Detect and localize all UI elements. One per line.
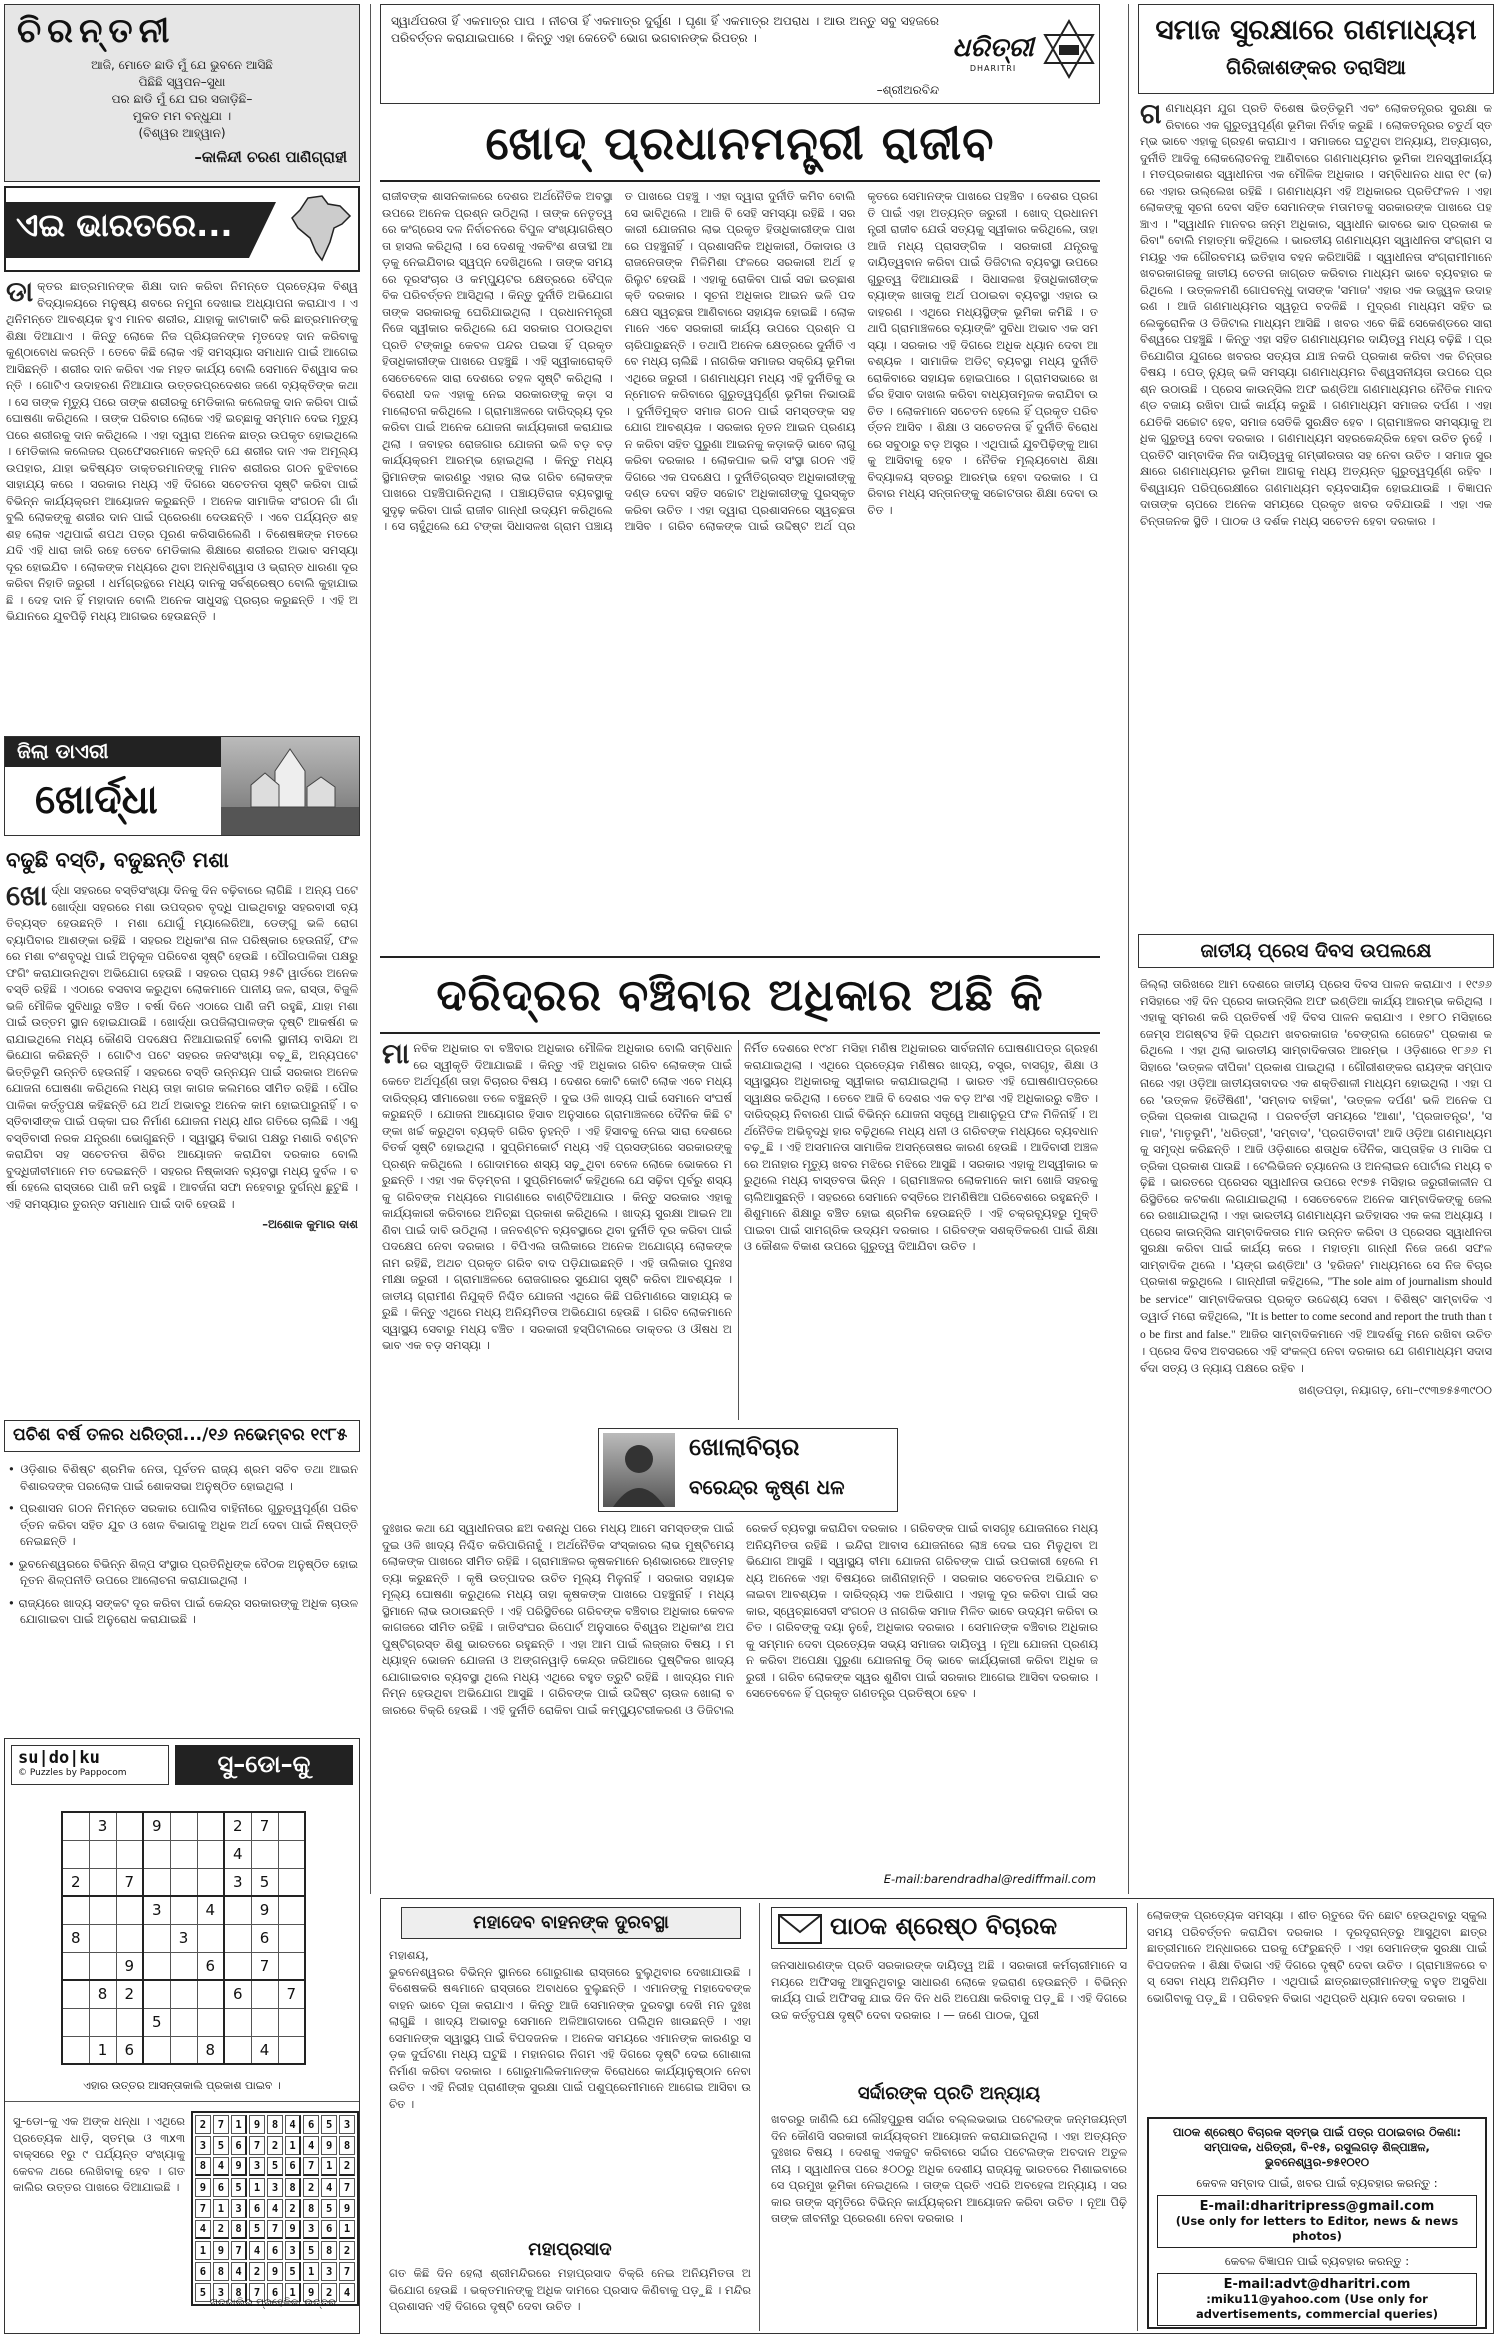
- solution-cell: 2: [249, 2262, 265, 2281]
- solution-cell: 5: [249, 2220, 265, 2239]
- solution-cell: 2: [321, 2283, 337, 2302]
- solution-cell: 2: [285, 2199, 301, 2218]
- solution-cell: 3: [339, 2115, 355, 2134]
- temple-photo: [221, 737, 359, 835]
- mahaprasad-body: ଗତ କିଛି ଦିନ ହେଲା ଶ୍ରୀମନ୍ଦିରରେ ମହାପ୍ରସାଦ ବିକ୍ରି ନେଇ ଅନିୟମିତତା ଅଭିଯୋଗ ହେଉଛି । ଭକ୍ତମାନଙ୍କୁ ଅଧିକ ଦାମରେ ପ୍ରସାଦ କିଣିବାକୁ ପଡ଼ୁଛି । ମନ୍ଦିର ପ୍ରଶାସନ ଏହି ଦିଗରେ ଦୃଷ୍ଟି ଦେବା ଉଚିତ ।: [389, 2266, 751, 2313]
- solution-cell: 5: [321, 2199, 337, 2218]
- contact-address: ପାଠକ ଶ୍ରେଷ୍ଠ ବିଚାରକ ସ୍ତମ୍ଭ ପାଇଁ ପତ୍ର ପଠାଇବାର ଠିକଣା: ସମ୍ପାଦକ, ଧରିତ୍ରୀ, ବି-୧୫, ରସୁଲଗଡ଼ ଶିଳ୍ପାଞ୍ଚଳ, ଭୁବନେଶ୍ୱର-୭୫୧୦୧୦: [1172, 2125, 1462, 2169]
- sudoku-cell: [278, 1952, 305, 1980]
- kholabichara-label: ଖୋଲାବିଚାର: [689, 1433, 800, 1461]
- sudoku-cell: [224, 1952, 251, 1980]
- contact-ads-label: କେବଳ ବିଜ୍ଞାପନ ପାଇଁ ବ୍ୟବହାର କରନ୍ତୁ :: [1224, 2254, 1410, 2268]
- sudoku-cell: [116, 1812, 143, 1840]
- sudoku-cell: 4: [251, 2036, 278, 2064]
- sudoku-cell: [278, 2036, 305, 2064]
- poem-line: ପର ଛାଡି ମୁଁ ଯେ ଘର ସଜାଡ଼ିଛି–: [111, 92, 253, 106]
- kholabichara-box: [598, 1428, 898, 1512]
- temple-icon: [221, 737, 359, 835]
- sudoku-cell: 4: [224, 1840, 251, 1868]
- poem-author: –କାଳିନ୍ଦୀ ଚରଣ ପାଣିଗ୍ରାହୀ: [194, 148, 347, 166]
- sudoku-cell: 3: [224, 1868, 251, 1896]
- sudoku-cell: [143, 1924, 170, 1952]
- sudoku-cell: [170, 1868, 197, 1896]
- jatiya-body: ଜିଲ୍ଲା ତାରିଖରେ ଆମ ଦେଶରେ ଜାତୀୟ ପ୍ରେସ ଦିବସ ପାଳନ କରାଯାଏ । ୧୯୬୬ ମସିହାରେ ଏହି ଦିନ ପ୍ରେସ କାଉନ୍ସିଲ ଅଫ ଇଣ୍ଡିଆ କାର୍ଯ୍ୟ ଆରମ୍ଭ କରିଥିଲା । ଏହାକୁ ସ୍ମରଣ କରି ପ୍ରତିବର୍ଷ ଏହି ଦିବସ ପାଳନ କରାଯାଏ । ୧୭୮୦ ମସିହାରେ ଜେମ୍ସ ଅଗଷ୍ଟସ ହିକି ପ୍ରଥମ ଖବରକାଗଜ 'ବେଙ୍ଗଲ ଗେଜେଟ' ପ୍ରକାଶ କରିଥିଲେ । ଏହା ଥିଲା ଭାରତୀୟ ସାମ୍ବାଦିକତାର ଆରମ୍ଭ । ଓଡ଼ିଶାରେ ୧୮୬୬ ମସିହାରେ 'ଉତ୍କଳ ଦୀପିକା' ପ୍ରକାଶ ପାଇଥିଲା । ଗୌରୀଶଙ୍କର ରାୟଙ୍କ ସମ୍ପାଦନାରେ ଏହା ଓଡ଼ିଆ ଜାତୀୟତାବାଦର ଏକ ଶକ୍ତିଶାଳୀ ମାଧ୍ୟମ ହୋଇଥିଲା । ଏହା ପରେ 'ଉତ୍କଳ ହିତୈଷିଣୀ', 'ସମ୍ବାଦ ବାହିକା', 'ଉତ୍କଳ ଦର୍ପଣ' ଭଳି ଅନେକ ପତ୍ରିକା ପ୍ରକାଶ ପାଇଥିଲା । ପରବର୍ତ୍ତୀ ସମୟରେ 'ଆଶା', 'ପ୍ରଜାତନ୍ତ୍ର', 'ସମାଜ', 'ମାତୃଭୂମି', 'ଧରିତ୍ରୀ', 'ସମ୍ବାଦ', 'ପ୍ରଗତିବାଦୀ' ଆଦି ଓଡ଼ିଆ ଗଣମାଧ୍ୟମକୁ ସମୃଦ୍ଧ କରିଛନ୍ତି । ଆଜି ଓଡ଼ିଶାରେ ଶତାଧିକ ଦୈନିକ, ସାପ୍ତାହିକ ଓ ମାସିକ ପତ୍ରିକା ପ୍ରକାଶ ପାଉଛି । ଟେଲିଭିଜନ ଚ୍ୟାନେଲ ଓ ଅନଲାଇନ ପୋର୍ଟାଲ ମଧ୍ୟ ବଢ଼ିଛି । ଭାରତରେ ପ୍ରେସର ସ୍ୱାଧୀନତା ଉପରେ ୧୯୭୫ ମସିହାର ଜରୁରୀକାଳୀନ ପରିସ୍ଥିତିରେ କଟକଣା ଲଗାଯାଇଥିଲା । ସେତେବେଳେ ଅନେକ ସାମ୍ବାଦିକଙ୍କୁ ଜେଲରେ ରଖାଯାଇଥିଲା । ଏହା ଭାରତୀୟ ଗଣମାଧ୍ୟମ ଇତିହାସର ଏକ କଳା ଅଧ୍ୟାୟ । ପ୍ରେସ କାଉନ୍ସିଲ ସାମ୍ବାଦିକତାର ମାନ ଉନ୍ନତ କରିବା ଓ ପ୍ରେସର ସ୍ୱାଧୀନତା ସୁରକ୍ଷା କରିବା ପାଇଁ କାର୍ଯ୍ୟ କରେ । ମହାତ୍ମା ଗାନ୍ଧୀ ନିଜେ ଜଣେ ସଫଳ ସାମ୍ବାଦିକ ଥିଲେ । 'ୟଙ୍ଗ ଇଣ୍ଡିଆ' ଓ 'ହରିଜନ' ମାଧ୍ୟମରେ ସେ ନିଜ ବିଚାର ପ୍ରକାଶ କରୁଥିଲେ । ଗାନ୍ଧୀଜୀ କହିଥିଲେ, "The sole aim of journalism should be service" ସାମ୍ବାଦିକତାର ପ୍ରକୃତ ଉଦ୍ଦେଶ୍ୟ ସେବା । ବିଶିଷ୍ଟ ସାମ୍ବାଦିକ ଏଡ୍ୱାର୍ଡ ମରୋ କହିଥିଲେ, "It is better to come second and report the truth than to be first and false." ଆଜିର ସାମ୍ବାଦିକମାନେ ଏହି ଆଦର୍ଶକୁ ମନେ ରଖିବା ଉଚିତ । ପ୍ରେସ ଦିବସ ଅବସରରେ ଏହି ସଂକଳ୍ପ ନେବା ଦରକାର ଯେ ଗଣମାଧ୍ୟମ ସଦାସର୍ବଦା ସତ୍ୟ ଓ ନ୍ୟାୟ ପକ୍ଷରେ ରହିବ । ଖଣ୍ଡପଡ଼ା, ନୟାଗଡ଼, ମୋ–୯୯୩୭୫୫୩୯୦୦: [1140, 977, 1492, 1397]
- sudoku-cell: [143, 2036, 170, 2064]
- contact-emails-label: କେବଳ ସମ୍ବାଦ ପାଇଁ, ଖବର ପାଇଁ ବ୍ୟବହାର କରନ୍ତୁ :: [1196, 2176, 1438, 2190]
- solution-cell: 1: [303, 2262, 319, 2281]
- sudoku-cell: [224, 2008, 251, 2036]
- solution-cell: 4: [339, 2283, 355, 2302]
- solution-cell: 8: [195, 2157, 211, 2176]
- sudoku-cell: 7: [251, 1952, 278, 1980]
- sudoku-cell: [116, 2008, 143, 2036]
- sudoku-cell: [170, 1980, 197, 2008]
- sudoku-cell: 7: [116, 1868, 143, 1896]
- masthead-logo: [949, 13, 1037, 97]
- solution-cell: 4: [267, 2199, 283, 2218]
- solution-cell: 9: [267, 2262, 283, 2281]
- mahadeva-title: ମହାଦେବ ବାହନଙ୍କ ଦୁରବସ୍ଥା: [473, 1912, 669, 1933]
- ei-bharatare-body: ଡାକ୍ତର ଛାତ୍ରମାନଙ୍କ ଶିକ୍ଷା ଦାନ କରିବା ନିମନ୍ତେ ପ୍ରତ୍ୟେକ ବିଶ୍ୱବିଦ୍ୟାଳୟରେ ମନୁଷ୍ୟ ଶବରେ ନମୁନା ଦେଖାଇ ଅଧ୍ୟାପନା କରାଯାଏ । ଏଥିନିମନ୍ତେ ଆବଶ୍ୟକ ହୁଏ ମାନବ ଶରୀର, ଯାହାକୁ କାଟାକାଟି କରି ଛାତ୍ରମାନଙ୍କୁ ଶିକ୍ଷା ଦିଆଯାଏ । କିନ୍ତୁ ଲୋକେ ନିଜ ପ୍ରିୟଜନଙ୍କ ମୃତଦେହ ଦାନ କରିବାକୁ କୁଣ୍ଠାବୋଧ କରନ୍ତି । ତେବେ କିଛି ଲୋକ ଏହି ସମସ୍ୟାର ସମାଧାନ ପାଇଁ ଆଗେଇ ଆସିଛନ୍ତି । ଶରୀର ଦାନ କରିବା ଏକ ମହତ କାର୍ଯ୍ୟ ବୋଲି ସେମାନେ ବିଶ୍ୱାସ କରନ୍ତି । ଗୋଟିଏ ଉଦାହରଣ ନିଆଯାଉ ଉତ୍ତରପ୍ରଦେଶର ଜଣେ ବ୍ୟକ୍ତିଙ୍କ କଥା । ସେ ତାଙ୍କ ମୃତ୍ୟୁ ପରେ ତାଙ୍କ ଶରୀରକୁ ମେଡିକାଲ କଲେଜକୁ ଦାନ କରିବା ପାଇଁ ଘୋଷଣା କରିଥିଲେ । ତାଙ୍କ ପରିବାର ଲୋକେ ଏହି ଇଚ୍ଛାକୁ ସମ୍ମାନ ଦେଇ ମୃତ୍ୟୁ ପରେ ଶରୀରକୁ ଦାନ କରିଥିଲେ । ଏହା ଦ୍ୱାରା ଅନେକ ଛାତ୍ର ଉପକୃତ ହୋଇଥିଲେ । ମେଡିକାଲ କଲେଜର ପ୍ରଫେସରମାନେ କହନ୍ତି ଯେ ଶରୀର ଦାନ ଏକ ଅମୂଲ୍ୟ ଉପହାର, ଯାହା ଭବିଷ୍ୟତ ଡାକ୍ତରମାନଙ୍କୁ ମାନବ ଶରୀରର ଗଠନ ବୁଝିବାରେ ସାହାଯ୍ୟ କରେ । ସରକାର ମଧ୍ୟ ଏହି ଦିଗରେ ସଚେତନତା ସୃଷ୍ଟି କରିବା ପାଇଁ ବିଭିନ୍ନ କାର୍ଯ୍ୟକ୍ରମ ଆୟୋଜନ କରୁଛନ୍ତି । ଅନେକ ସାମାଜିକ ସଂଗଠନ ଗାଁ ଗାଁ ବୁଲି ଲୋକଙ୍କୁ ଶରୀର ଦାନ ପାଇଁ ପ୍ରେରଣା ଦେଉଛନ୍ତି । ଏବେ ପର୍ଯ୍ୟନ୍ତ ଶହ ଶହ ଲୋକ ଏଥିପାଇଁ ଶପଥ ପତ୍ର ପୂରଣ କରିସାରିଲେଣି । ବିଶେଷଜ୍ଞଙ୍କ ମତରେ ଯଦି ଏହି ଧାରା ଜାରି ରହେ ତେବେ ମେଡିକାଲ ଶିକ୍ଷାରେ ଶରୀରର ଅଭାବ ସମସ୍ୟା ଦୂର ହୋଇଯିବ । ଲୋକଙ୍କ ମଧ୍ୟରେ ଥିବା ଅନ୍ଧବିଶ୍ୱାସ ଓ ଭ୍ରାନ୍ତ ଧାରଣା ଦୂର କରିବା ନିହାତି ଜରୁରୀ । ଧର୍ମଗ୍ରନ୍ଥରେ ମଧ୍ୟ ଦାନକୁ ସର୍ବଶ୍ରେଷ୍ଠ ବୋଲି କୁହାଯାଇଛି । ଦେହ ଦାନ ହିଁ ମହାଦାନ ବୋଲି ଅନେକ ସାଧୁସନ୍ଥ ପ୍ରଚାର କରୁଛନ୍ତି । ଏହି ଅଭିଯାନରେ ଯୁବପିଢ଼ି ମଧ୍ୟ ଆଗଭର ହେଉଛନ୍ତି ।: [6, 278, 358, 623]
- ei-bharatare-header: [4, 186, 360, 272]
- sudoku-cell: 8: [197, 2036, 224, 2064]
- sudoku-cell: 3: [170, 1924, 197, 1952]
- sudoku-cell: [278, 1924, 305, 1952]
- sudoku-cell: [62, 1896, 89, 1924]
- sudoku-cell: 2: [224, 1812, 251, 1840]
- quote-box: [380, 4, 1100, 104]
- solution-cell: 4: [285, 2115, 301, 2134]
- solution-cell: 8: [339, 2136, 355, 2155]
- sudoku-cell: 6: [116, 2036, 143, 2064]
- sudoku-odia-title: ସୁ–ଡୋ–କୁ: [175, 1745, 353, 1785]
- daridra-body-bottom: ଦୁଃଖର କଥା ଯେ ସ୍ୱାଧୀନତାର ଛଅ ଦଶନ୍ଧି ପରେ ମଧ୍ୟ ଆମେ ସମସ୍ତଙ୍କ ପାଇଁ ଦୁଇ ଓଳି ଖାଦ୍ୟ ନିଶ୍ଚିତ କରିପାରିନାହୁଁ । ଅର୍ଥନୈତିକ ସଂସ୍କାରର ଲାଭ ମୁଷ୍ଟିମେୟ ଲୋକଙ୍କ ପାଖରେ ସୀମିତ ରହିଛି । ଗ୍ରାମାଞ୍ଚଳର କୃଷକମାନେ ଋଣଭାରରେ ଆତ୍ମହତ୍ୟା କରୁଛନ୍ତି । କୃଷି ଉତ୍ପାଦର ଉଚିତ ମୂଲ୍ୟ ମିଳୁନାହିଁ । ସରକାର ସହାୟକ ମୂଲ୍ୟ ଘୋଷଣା କରୁଥିଲେ ମଧ୍ୟ ତାହା କୃଷକଙ୍କ ପାଖରେ ପହଞ୍ଚୁନାହିଁ । ମଧ୍ୟସ୍ଥିମାନେ ଲାଭ ଉଠାଉଛନ୍ତି । ଏହି ପରିସ୍ଥିତିରେ ଗରିବଙ୍କ ବଞ୍ଚିବାର ଅଧିକାର କେବଳ କାଗଜରେ ସୀମିତ ରହିଛି । ଜାତିସଂଘର ରିପୋର୍ଟ ଅନୁସାରେ ବିଶ୍ୱର ଅଧିକାଂଶ ଅପପୁଷ୍ଟିଗ୍ରସ୍ତ ଶିଶୁ ଭାରତରେ ରହୁଛନ୍ତି । ଏହା ଆମ ପାଇଁ ଲଜ୍ଜାର ବିଷୟ । ମଧ୍ୟାହ୍ନ ଭୋଜନ ଯୋଜନା ଓ ଅଙ୍ଗନୱାଡ଼ି କେନ୍ଦ୍ର ଜରିଆରେ ପୁଷ୍ଟିକର ଖାଦ୍ୟ ଯୋଗାଇବାର ବ୍ୟବସ୍ଥା ଥିଲେ ମଧ୍ୟ ଏଥିରେ ବହୁତ ତ୍ରୁଟି ରହିଛି । ଖାଦ୍ୟର ମାନ ନିମ୍ନ ହେଉଥିବା ଅଭିଯୋଗ ଆସୁଛି । ଗରିବଙ୍କ ପାଇଁ ଉଦ୍ଦିଷ୍ଟ ଚାଉଳ ଖୋଲା ବଜାରରେ ବିକ୍ରି ହେଉଛି । ଏହି ଦୁର୍ନୀତି ରୋକିବା ପାଇଁ କମ୍ପ୍ୟୁଟରୀକରଣ ଓ ଡିଜିଟାଲ ରେକର୍ଡ ବ୍ୟବସ୍ଥା କରାଯିବା ଦରକାର । ଗରିବଙ୍କ ପାଇଁ ବାସଗୃହ ଯୋଜନାରେ ମଧ୍ୟ ଅନିୟମିତତା ରହିଛି । ଇନ୍ଦିରା ଆବାସ ଯୋଜନାରେ ଲାଞ୍ଚ ଦେଇ ଘର ମିଳୁଥିବା ଅଭିଯୋଗ ଆସୁଛି । ସ୍ୱାସ୍ଥ୍ୟ ବୀମା ଯୋଜନା ଗରିବଙ୍କ ପାଇଁ ଉପକାରୀ ହେଲେ ମଧ୍ୟ ଅନେକେ ଏହା ବିଷୟରେ ଜାଣିନାହାନ୍ତି । ସରକାର ସଚେତନତା ଅଭିଯାନ ଚଳାଇବା ଆବଶ୍ୟକ । ଦାରିଦ୍ର୍ୟ ଏକ ଅଭିଶାପ । ଏହାକୁ ଦୂର କରିବା ପାଇଁ ସରକାର, ସ୍ୱେଚ୍ଛାସେବୀ ସଂଗଠନ ଓ ନାଗରିକ ସମାଜ ମିଳିତ ଭାବେ ଉଦ୍ୟମ କରିବା ଉଚିତ । ଗରିବଙ୍କୁ ଦୟା ନୁହେଁ, ଅଧିକାର ଦରକାର । ସେମାନଙ୍କ ବଞ୍ଚିବାର ଅଧିକାରକୁ ସମ୍ମାନ ଦେବା ପ୍ରତ୍ୟେକ ସଭ୍ୟ ସମାଜର ଦାୟିତ୍ୱ । ନୂଆ ଯୋଜନା ପ୍ରଣୟନ କରିବା ଅପେକ୍ଷା ପୁରୁଣା ଯୋଜନାକୁ ଠିକ୍ ଭାବେ କାର୍ଯ୍ୟକାରୀ କରିବା ଅଧିକ ଜରୁରୀ । ଗରିବ ଲୋକଙ୍କ ସ୍ୱର ଶୁଣିବା ପାଇଁ ସରକାର ଆଗେଇ ଆସିବା ଦରକାର । ସେତେବେଳେ ହିଁ ପ୍ରକୃତ ଗଣତନ୍ତ୍ର ପ୍ରତିଷ୍ଠା ହେବ ।: [382, 1521, 1098, 1717]
- pathaka-subtitle: ସର୍ଦ୍ଦାରଙ୍କ ପ୍ରତି ଅନ୍ୟାୟ: [857, 2083, 1041, 2104]
- solution-cell: 7: [213, 2115, 229, 2134]
- jatiya-header: [1138, 934, 1494, 968]
- jatiya-title: ଜାତୀୟ ପ୍ରେସ ଦିବସ ଉପଲକ୍ଷେ: [1200, 940, 1432, 962]
- badhuchhi-author: –ଅଶୋକ କୁମାର ଦାଶ: [262, 1217, 358, 1231]
- badhuchhi-body: ଖୋର୍ଦ୍ଧା ସହରରେ ବସ୍ତିସଂଖ୍ୟା ଦିନକୁ ଦିନ ବଢ଼ିବାରେ ଲାଗିଛି । ଅନ୍ୟ ପଟେ ଖୋର୍ଦ୍ଧା ସହରରେ ମଶା ଉପଦ୍ରବ ବୃଦ୍ଧି ପାଇଥିବାରୁ ସହରବାସୀ ବ୍ୟତିବ୍ୟସ୍ତ ହେଉଛନ୍ତି । ମଶା ଯୋଗୁଁ ମ୍ୟାଲେରିଆ, ଡେଙ୍ଗୁ ଭଳି ରୋଗ ବ୍ୟାପିବାର ଆଶଙ୍କା ରହିଛି । ସହରର ଅଧିକାଂଶ ନାଳ ପରିଷ୍କାର ହେଉନାହିଁ, ଫଳରେ ମଶା ବଂଶବୃଦ୍ଧି ପାଇଁ ଅନୁକୂଳ ପରିବେଶ ସୃଷ୍ଟି ହେଉଛି । ପୌରପାଳିକା ପକ୍ଷରୁ ଫଗିଂ କରାଯାଉନଥିବା ଅଭିଯୋଗ ହେଉଛି । ସହରର ପ୍ରାୟ ୨୫ଟି ୱାର୍ଡରେ ଅନେକ ବସ୍ତି ରହିଛି । ଏଠାରେ ବସବାସ କରୁଥିବା ଲୋକମାନେ ପାନୀୟ ଜଳ, ରାସ୍ତା, ବିଜୁଳି ଭଳି ମୌଳିକ ସୁବିଧାରୁ ବଞ୍ଚିତ । ବର୍ଷା ଦିନେ ଏଠାରେ ପାଣି ଜମି ରହୁଛି, ଯାହା ମଶା ପାଇଁ ଉତ୍ତମ ସ୍ଥାନ ହୋଇଯାଉଛି । ଖୋର୍ଦ୍ଧା ଉପଜିଲାପାଳଙ୍କ ଦୃଷ୍ଟି ଆକର୍ଷଣ କରାଯାଇଥିଲେ ମଧ୍ୟ କୌଣସି ପଦକ୍ଷେପ ନିଆଯାଇନାହିଁ ବୋଲି ସ୍ଥାନୀୟ ବାସିନ୍ଦା ଅଭିଯୋଗ କରିଛନ୍ତି । ଗୋଟିଏ ପଟେ ସହରର ଜନସଂଖ୍ୟା ବଢ଼ୁଛି, ଅନ୍ୟପଟେ ଭିତ୍ତିଭୂମି ଉନ୍ନତି ହେଉନାହିଁ । ସହରରେ ବସ୍ତି ଉନ୍ନୟନ ପାଇଁ ସରକାର ଅନେକ ଯୋଜନା ଘୋଷଣା କରିଥିଲେ ମଧ୍ୟ ତାହା କାଗଜ କଲମରେ ସୀମିତ ରହିଛି । ପୌରପାଳିକା କର୍ତ୍ତୃପକ୍ଷ କହିଛନ୍ତି ଯେ ଅର୍ଥ ଅଭାବରୁ ଅନେକ କାମ ହୋଇପାରୁନାହିଁ । ବସ୍ତିବାସୀଙ୍କ ପାଇଁ ପକ୍କା ଘର ନିର୍ମାଣ ଯୋଜନା ମଧ୍ୟ ଧୀର ଗତିରେ ଚାଲିଛି । ଏଣୁ ବସ୍ତିବାସୀ ନରକ ଯନ୍ତ୍ରଣା ଭୋଗୁଛନ୍ତି । ସ୍ୱାସ୍ଥ୍ୟ ବିଭାଗ ପକ୍ଷରୁ ମଶାରି ବଣ୍ଟନ କରାଯିବା ସହ ସଚେତନତା ଶିବିର ଆୟୋଜନ କରାଯିବା ଦରକାର ବୋଲି ବୁଦ୍ଧିଜୀବୀମାନେ ମତ ଦେଇଛନ୍ତି । ସହରର ନିଷ୍କାସନ ବ୍ୟବସ୍ଥା ମଧ୍ୟ ଦୁର୍ବଳ । ବର୍ଷା ହେଲେ ରାସ୍ତାରେ ପାଣି ଜମି ରହୁଛି । ଆବର୍ଜନା ସଫା ନହେବାରୁ ଦୁର୍ଗନ୍ଧ ଛୁଟୁଛି । ଏହି ସମସ୍ୟାର ତୁରନ୍ତ ସମାଧାନ ପାଇଁ ଦାବି ହେଉଛି । –ଅଶୋକ କୁମାର ଦାଶ: [6, 882, 358, 1231]
- samaja-author: ଗିରିଜାଶଙ୍କର ତରାସିଆ: [1226, 55, 1406, 79]
- sudoku-cell: [170, 1812, 197, 1840]
- solution-cell: 6: [303, 2115, 319, 2134]
- pathaka-title: ପାଠକ ଶ୍ରେଷ୍ଠ ବିଚାରକ: [830, 1912, 1058, 1940]
- solution-cell: 7: [303, 2157, 319, 2176]
- sudoku-cell: [170, 2036, 197, 2064]
- quote-text: ସ୍ୱାର୍ଥପରତା ହିଁ ଏକମାତ୍ର ପାପ । ନୀଚତା ହିଁ ଏକମାତ୍ର ଦୁର୍ଗୁଣ । ଘୃଣା ହିଁ ଏକମାତ୍ର ଅପରାଧ । ଆଉ ଅନ୍ତୁ ସବୁ ସହଜରେ ପରିବର୍ତ୍ତନ କରାଯାଇପାରେ । କିନ୍ତୁ ଏହା କେତେଟି ଭୋଗ ଭଗବାନଙ୍କ ରିପତ୍ର ।: [391, 14, 939, 45]
- sudoku-brand: su|do|ku: [18, 1748, 100, 1768]
- solution-cell: 9: [249, 2115, 265, 2134]
- contact-email-advt[interactable]: E-mail:advt@dharitri.com: [1223, 2277, 1411, 2292]
- solution-cell: 7: [267, 2220, 283, 2239]
- sudoku-cell: 7: [251, 1812, 278, 1840]
- author-photo: [603, 1433, 675, 1507]
- badhuchhi-headline: ବଢୁଛି ବସ୍ତି, ବଢୁଛନ୍ତି ମଶା: [6, 848, 229, 872]
- sudoku-cell: [143, 1840, 170, 1868]
- solution-cell: 8: [231, 2283, 247, 2302]
- solution-cell: 5: [213, 2136, 229, 2155]
- lead-headline: ଖୋଦ୍ ପ୍ରଧାନମନ୍ତ୍ରୀ ରାଜୀବ: [485, 116, 995, 170]
- sudoku-solution-note: ଗତକାଲିର ପ୍ରହେଳିକା ଉତ୍ତର: [209, 2297, 337, 2309]
- sudoku-solution-grid: [191, 2111, 359, 2306]
- letters-box: [380, 1898, 1494, 2334]
- solution-cell: 5: [285, 2262, 301, 2281]
- solution-cell: 7: [249, 2283, 265, 2302]
- sudoku-cell: 2: [62, 1868, 89, 1896]
- sudoku-cell: 5: [251, 1868, 278, 1896]
- sudoku-cell: [170, 1952, 197, 1980]
- solution-cell: 2: [339, 2157, 355, 2176]
- solution-cell: 8: [213, 2262, 229, 2281]
- kholabichara-author: ବରେନ୍ଦ୍ର କୃଷ୍ଣ ଧଳ: [689, 1475, 845, 1499]
- sudoku-cell: [62, 1952, 89, 1980]
- solution-cell: 9: [321, 2136, 337, 2155]
- solution-cell: 9: [213, 2241, 229, 2260]
- samaja-signature: ଖଣ୍ଡପଡ଼ା, ନୟାଗଡ଼, ମୋ–୯୯୩୭୫୫୩୯୦୦: [1298, 1383, 1492, 1397]
- solution-cell: 2: [195, 2115, 211, 2134]
- zilla-diary-header: [4, 736, 360, 836]
- sudoku-cell: 3: [143, 1896, 170, 1924]
- solution-cell: 6: [231, 2136, 247, 2155]
- pachisha-body: • ଓଡ଼ିଶାର ବିଶିଷ୍ଟ ଶ୍ରମିକ ନେତା, ପୂର୍ବତନ ରାଜ୍ୟ ଶ୍ରମ ସଚିବ ତଥା ଆଇନବିଶାରଦଙ୍କ ପରଲୋକ ପାଇଁ ଶୋକସଭା ଅନୁଷ୍ଠିତ ହୋଇଥିଲା । • ପ୍ରଶାସନ ଗଠନ ନିମନ୍ତେ ସରକାର ପୋଲିସ ବାହିନୀରେ ଗୁରୁତ୍ୱପୂର୍ଣ୍ଣ ପରିବର୍ତ୍ତନ କରିବା ସହିତ ଯୁବ ଓ ଖେଳ ବିଭାଗକୁ ଅଧିକ ଅର୍ଥ ଦେବା ପାଇଁ ନିଷ୍ପତ୍ତି ନେଇଛନ୍ତି । • ଭୁବନେଶ୍ୱରରେ ବିଭିନ୍ନ ଶିଳ୍ପ ସଂସ୍ଥାର ପ୍ରତିନିଧିଙ୍କ ବୈଠକ ଅନୁଷ୍ଠିତ ହୋଇ ନୂତନ ଶିଳ୍ପନୀତି ଉପରେ ଆଲୋଚନା କରାଯାଇଥିଲା । • ରାଜ୍ୟରେ ଖାଦ୍ୟ ସଙ୍କଟ ଦୂର କରିବା ପାଇଁ କେନ୍ଦ୍ର ସରକାରଙ୍କୁ ଅଧିକ ଚାଉଳ ଯୋଗାଇବା ପାଇଁ ଅନୁରୋଧ କରାଯାଇଛି ।: [8, 1462, 358, 1626]
- solution-cell: 3: [213, 2283, 229, 2302]
- sudoku-cell: [62, 1812, 89, 1840]
- solution-cell: 1: [285, 2283, 301, 2302]
- sudoku-cell: [278, 1812, 305, 1840]
- sudoku-cell: [143, 1952, 170, 1980]
- lead-article-body: ରାଜୀବଙ୍କ ଶାସନକାଳରେ ଦେଶର ଅର୍ଥନୈତିକ ଅବସ୍ଥା ଉପରେ ଅନେକ ପ୍ରଶ୍ନ ଉଠିଥିଲା । ତାଙ୍କ ନେତୃତ୍ୱରେ କଂଗ୍ରେସ ଦଳ ନିର୍ବାଚନରେ ବିପୁଳ ସଂଖ୍ୟାଗରିଷ୍ଠତା ହାସଲ କରିଥିଲା । ସେ ଦେଶକୁ ଏକବିଂଶ ଶତାବ୍ଦୀ ଆଡ଼କୁ ନେଇଯିବାର ସ୍ୱପ୍ନ ଦେଖିଥିଲେ । ତାଙ୍କ ସମୟରେ ଦୂରସଂଚାର ଓ କମ୍ପ୍ୟୁଟର କ୍ଷେତ୍ରରେ ବୈପ୍ଳବିକ ପରିବର୍ତ୍ତନ ଆସିଥିଲା । କିନ୍ତୁ ଦୁର୍ନୀତି ଅଭିଯୋଗ ତାଙ୍କ ସରକାରକୁ ଘେରିଯାଇଥିଲା । ପ୍ରଧାନମନ୍ତ୍ରୀ ନିଜେ ସ୍ୱୀକାର କରିଥିଲେ ଯେ ସରକାର ପଠାଉଥିବା ପ୍ରତି ଟଙ୍କାରୁ କେବଳ ପନ୍ଦର ପଇସା ହିଁ ପ୍ରକୃତ ହିତାଧିକାରୀଙ୍କ ପାଖରେ ପହଞ୍ଚୁଛି । ଏହି ସ୍ୱୀକାରୋକ୍ତି ସେତେବେଳେ ସାରା ଦେଶରେ ଚହଳ ସୃଷ୍ଟି କରିଥିଲା । ବିରୋଧୀ ଦଳ ଏହାକୁ ନେଇ ସରକାରଙ୍କୁ କଡ଼ା ସମାଲୋଚନା କରିଥିଲେ । ଗ୍ରାମାଞ୍ଚଳରେ ଦାରିଦ୍ର୍ୟ ଦୂର କରିବା ପାଇଁ ଅନେକ ଯୋଜନା କାର୍ଯ୍ୟକାରୀ କରାଯାଇଥିଲା । ଜବାହର ରୋଜଗାର ଯୋଜନା ଭଳି ବଡ଼ ବଡ଼ କାର୍ଯ୍ୟକ୍ରମ ଆରମ୍ଭ ହୋଇଥିଲା । କିନ୍ତୁ ମଧ୍ୟସ୍ଥିମାନଙ୍କ କାରଣରୁ ଏହାର ଲାଭ ଗରିବ ଲୋକଙ୍କ ପାଖରେ ପହଞ୍ଚିପାରିନଥିଲା । ପଞ୍ଚାୟତିରାଜ ବ୍ୟବସ୍ଥାକୁ ସୁଦୃଢ଼ କରିବା ପାଇଁ ରାଜୀବ ଗାନ୍ଧୀ ଉଦ୍ୟମ କରିଥିଲେ । ସେ ଚାହୁଁଥିଲେ ଯେ ଟଙ୍କା ସିଧାସଳଖ ଗ୍ରାମ ପଞ୍ଚାୟତ ପାଖରେ ପହଞ୍ଚୁ । ଏହା ଦ୍ୱାରା ଦୁର୍ନୀତି କମିବ ବୋଲି ସେ ଭାବିଥିଲେ । ଆଜି ବି ସେହି ସମସ୍ୟା ରହିଛି । ସରକାରୀ ଯୋଜନାର ଲାଭ ପ୍ରକୃତ ହିତାଧିକାରୀଙ୍କ ପାଖରେ ପହଞ୍ଚୁନାହିଁ । ପ୍ରଶାସନିକ ଅଧିକାରୀ, ଠିକାଦାର ଓ ରାଜନେତାଙ୍କ ମିଳିମିଶା ଫଳରେ ସରକାରୀ ଅର୍ଥ ହରିଲୁଟ ହେଉଛି । ଏହାକୁ ରୋକିବା ପାଇଁ ସଚ୍ଚା ଇଚ୍ଛାଶକ୍ତି ଦରକାର । ସୂଚନା ଅଧିକାର ଆଇନ ଭଳି ପଦକ୍ଷେପ ସ୍ୱଚ୍ଛତା ଆଣିବାରେ ସହାୟକ ହୋଇଛି । ଲୋକମାନେ ଏବେ ସରକାରୀ କାର୍ଯ୍ୟ ଉପରେ ପ୍ରଶ୍ନ ପଚାରିପାରୁଛନ୍ତି । ତଥାପି ଅନେକ କ୍ଷେତ୍ରରେ ଦୁର୍ନୀତି ଏବେ ମଧ୍ୟ ଚାଲିଛି । ନାଗରିକ ସମାଜର ସକ୍ରିୟ ଭୂମିକା ଏଥିରେ ଜରୁରୀ । ଗଣମାଧ୍ୟମ ମଧ୍ୟ ଏହି ଦୁର୍ନୀତିକୁ ଉନ୍ମୋଚନ କରିବାରେ ଗୁରୁତ୍ୱପୂର୍ଣ୍ଣ ଭୂମିକା ନିଭାଉଛି । ଦୁର୍ନୀତିମୁକ୍ତ ସମାଜ ଗଠନ ପାଇଁ ସମସ୍ତଙ୍କ ସହଯୋଗ ଆବଶ୍ୟକ । ସରକାର ନୂତନ ଆଇନ ପ୍ରଣୟନ କରିବା ସହିତ ପୁରୁଣା ଆଇନକୁ କଡ଼ାକଡ଼ି ଭାବେ ଲାଗୁ କରିବା ଦରକାର । ଲୋକପାଳ ଭଳି ସଂସ୍ଥା ଗଠନ ଏହି ଦିଗରେ ଏକ ପଦକ୍ଷେପ । ଦୁର୍ନୀତିଗ୍ରସ୍ତ ଅଧିକାରୀଙ୍କୁ ଦଣ୍ଡ ଦେବା ସହିତ ସଚ୍ଚୋଟ ଅଧିକାରୀଙ୍କୁ ପୁରସ୍କୃତ କରିବା ଉଚିତ । ଏହା ଦ୍ୱାରା ପ୍ରଶାସନରେ ସ୍ୱଚ୍ଛତା ଆସିବ । ଗରିବ ଲୋକଙ୍କ ପାଇଁ ଉଦ୍ଦିଷ୍ଟ ଅର୍ଥ ପ୍ରକୃତରେ ସେମାନଙ୍କ ପାଖରେ ପହଞ୍ଚିବ । ଦେଶର ପ୍ରଗତି ପାଇଁ ଏହା ଅତ୍ୟନ୍ତ ଜରୁରୀ । ଖୋଦ୍ ପ୍ରଧାନମନ୍ତ୍ରୀ ରାଜୀବ ଯେଉଁ ସତ୍ୟକୁ ସ୍ୱୀକାର କରିଥିଲେ, ତାହା ଆଜି ମଧ୍ୟ ପ୍ରାସଙ୍ଗିକ । ସରକାରୀ ଯନ୍ତ୍ରକୁ ଦାୟିତ୍ୱବାନ କରିବା ପାଇଁ ଡିଜିଟାଲ ବ୍ୟବସ୍ଥା ଉପରେ ଗୁରୁତ୍ୱ ଦିଆଯାଉଛି । ସିଧାସଳଖ ହିତାଧିକାରୀଙ୍କ ବ୍ୟାଙ୍କ ଖାତାକୁ ଅର୍ଥ ପଠାଇବା ବ୍ୟବସ୍ଥା ଏହାର ଉଦାହରଣ । ଏଥିରେ ମଧ୍ୟସ୍ଥିଙ୍କ ଭୂମିକା କମିଛି । ତଥାପି ଗ୍ରାମାଞ୍ଚଳରେ ବ୍ୟାଙ୍କିଂ ସୁବିଧା ଅଭାବ ଏକ ସମସ୍ୟା । ସରକାର ଏହି ଦିଗରେ ଅଧିକ ଧ୍ୟାନ ଦେବା ଆବଶ୍ୟକ । ସାମାଜିକ ଅଡିଟ୍ ବ୍ୟବସ୍ଥା ମଧ୍ୟ ଦୁର୍ନୀତି ରୋକିବାରେ ସହାୟକ ହୋଇପାରେ । ଗ୍ରାମସଭାରେ ଖର୍ଚ୍ଚର ହିସାବ ଦାଖଲ କରିବା ବାଧ୍ୟତାମୂଳକ କରାଯିବା ଉଚିତ । ଲୋକମାନେ ସଚେତନ ହେଲେ ହିଁ ପ୍ରକୃତ ପରିବର୍ତ୍ତନ ଆସିବ । ଶିକ୍ଷା ଓ ସଚେତନତା ହିଁ ଦୁର୍ନୀତି ବିରୋଧରେ ସବୁଠାରୁ ବଡ଼ ଅସ୍ତ୍ର । ଏଥିପାଇଁ ଯୁବପିଢ଼ିଙ୍କୁ ଆଗକୁ ଆସିବାକୁ ହେବ । ନୈତିକ ମୂଲ୍ୟବୋଧ ଶିକ୍ଷା ବିଦ୍ୟାଳୟ ସ୍ତରରୁ ଆରମ୍ଭ ହେବା ଦରକାର । ପରିବାର ମଧ୍ୟ ସନ୍ତାନଙ୍କୁ ସଚ୍ଚୋଟତାର ଶିକ୍ଷା ଦେବା ଉଚିତ ।: [382, 189, 1098, 533]
- solution-cell: 7: [231, 2241, 247, 2260]
- solution-cell: 2: [213, 2220, 229, 2239]
- zilla-diary-label: ଜିଲା ଡାଏରୀ: [17, 739, 109, 763]
- solution-cell: 1: [339, 2220, 355, 2239]
- pathaka-header: [771, 1907, 1127, 1949]
- sudoku-cell: 4: [197, 1896, 224, 1924]
- samaja-header: [1138, 4, 1494, 94]
- sudoku-cell: [278, 2008, 305, 2036]
- poem-line: ପିଛିଛି ସ୍ୱପନ–ସୁଧା: [138, 75, 226, 89]
- solution-cell: 6: [321, 2220, 337, 2239]
- person-icon: [603, 1433, 675, 1507]
- sudoku-cell: [170, 1896, 197, 1924]
- solution-cell: 2: [303, 2178, 319, 2197]
- sudoku-cell: [116, 1924, 143, 1952]
- solution-cell: 1: [321, 2157, 337, 2176]
- solution-cell: 6: [285, 2157, 301, 2176]
- sudoku-cell: [89, 2008, 116, 2036]
- star-emblem-icon: [1041, 13, 1097, 97]
- daridra-body-col2: ନିର୍ମିତ ଦେଶରେ ୧୯୪୮ ମସିହା ମଣିଷ ଅଧିକାରର ସାର୍ବଜନୀନ ଘୋଷଣାପତ୍ର ଗ୍ରହଣ କରାଯାଇଥିଲା । ଏଥିରେ ପ୍ରତ୍ୟେକ ମଣିଷର ଖାଦ୍ୟ, ବସ୍ତ୍ର, ବାସଗୃହ, ଶିକ୍ଷା ଓ ସ୍ୱାସ୍ଥ୍ୟର ଅଧିକାରକୁ ସ୍ୱୀକାର କରାଯାଇଥିଲା । ଭାରତ ଏହି ଘୋଷଣାପତ୍ରରେ ସ୍ୱାକ୍ଷର କରିଥିଲା । ତେବେ ଆଜି ବି ଦେଶର ଏକ ବଡ଼ ଅଂଶ ଏହି ଅଧିକାରରୁ ବଞ୍ଚିତ । ଦାରିଦ୍ର୍ୟ ନିବାରଣ ପାଇଁ ବିଭିନ୍ନ ଯୋଜନା ସତ୍ତ୍ୱେ ଆଶାନୁରୂପ ଫଳ ମିଳିନାହିଁ । ଅର୍ଥନୈତିକ ଅଭିବୃଦ୍ଧି ହାର ବଢ଼ିଥିଲେ ମଧ୍ୟ ଧନୀ ଓ ଗରିବଙ୍କ ମଧ୍ୟରେ ବ୍ୟବଧାନ ବଢ଼ୁଛି । ଏହି ଅସମାନତା ସାମାଜିକ ଅସନ୍ତୋଷର କାରଣ ହେଉଛି । ଆଦିବାସୀ ଅଞ୍ଚଳରେ ଅନାହାର ମୃତ୍ୟୁ ଖବର ମଝିରେ ମଝିରେ ଆସୁଛି । ସରକାର ଏହାକୁ ଅସ୍ୱୀକାର କରୁଥିଲେ ମଧ୍ୟ ବାସ୍ତବତା ଭିନ୍ନ । ଗ୍ରାମାଞ୍ଚଳର ଲୋକମାନେ କାମ ଖୋଜି ସହରକୁ ଚାଲିଆସୁଛନ୍ତି । ସହରରେ ସେମାନେ ବସ୍ତିରେ ଅମଣିଷିଆ ପରିବେଶରେ ରହୁଛନ୍ତି । ଶିଶୁମାନେ ଶିକ୍ଷାରୁ ବଞ୍ଚିତ ହୋଇ ଶ୍ରମିକ ହେଉଛନ୍ତି । ଏହି ଚକ୍ରବ୍ୟୂହରୁ ମୁକ୍ତି ପାଇବା ପାଇଁ ସାମଗ୍ରିକ ଉଦ୍ୟମ ଦରକାର । ଗରିବଙ୍କ ସଶକ୍ତିକରଣ ପାଇଁ ଶିକ୍ଷା ଓ କୌଶଳ ବିକାଶ ଉପରେ ଗୁରୁତ୍ୱ ଦିଆଯିବା ଉଚିତ ।: [744, 1041, 1098, 1253]
- solution-cell: 3: [321, 2262, 337, 2281]
- solution-cell: 3: [231, 2199, 247, 2218]
- solution-cell: 4: [195, 2220, 211, 2239]
- poem-title: ଚିରନ୍ତନୀ: [17, 11, 176, 51]
- solution-cell: 8: [267, 2115, 283, 2134]
- sudoku-note: ଏହାର ଉତ୍ତର ଆସନ୍ତାକାଲି ପ୍ରକାଶ ପାଇବ ।: [83, 2079, 281, 2092]
- solution-cell: 8: [285, 2178, 301, 2197]
- sudoku-cell: [278, 1868, 305, 1896]
- solution-cell: 5: [303, 2241, 319, 2260]
- contact-email-press-note: (Use only for letters to Editor, news & news photos): [1175, 2214, 1459, 2243]
- zilla-diary-name: ଖୋର୍ଦ୍ଧା: [35, 777, 158, 823]
- sudoku-cell: [251, 1980, 278, 2008]
- solution-cell: 5: [267, 2157, 283, 2176]
- solution-cell: 7: [249, 2136, 265, 2155]
- contact-box: [1147, 2117, 1487, 2329]
- solution-cell: 7: [339, 2262, 355, 2281]
- solution-cell: 4: [321, 2178, 337, 2197]
- pathaka-letter-1: ଜନସାଧାରଣଙ୍କ ପ୍ରତି ସରକାରଙ୍କ ଦାୟିତ୍ୱ ଅଛି । ସରକାରୀ କର୍ମଚାରୀମାନେ ସମୟରେ ଅଫିସକୁ ଆସୁନଥିବାରୁ ସାଧାରଣ ଲୋକେ ହଇରାଣ ହେଉଛନ୍ତି । ବିଭିନ୍ନ କାର୍ଯ୍ୟ ପାଇଁ ଅଫିସକୁ ଯାଇ ଦିନ ଦିନ ଧରି ଅପେକ୍ଷା କରିବାକୁ ପଡ଼ୁଛି । ଏହି ଦିଗରେ ଉଚ୍ଚ କର୍ତ୍ତୃପକ୍ଷ ଦୃଷ୍ଟି ଦେବା ଦରକାର । — ଜଣେ ପାଠକ, ପୁରୀ: [771, 1958, 1127, 2022]
- sudoku-box: [4, 1738, 360, 2334]
- sudoku-cell: [143, 1980, 170, 2008]
- sudoku-cell: [89, 1868, 116, 1896]
- sudoku-instructions: ସୁ–ଡୋ–କୁ ଏକ ଅଙ୍କ ଧନ୍ଧା । ଏଥିରେ ପ୍ରତ୍ୟେକ ଧାଡ଼ି, ସ୍ତମ୍ଭ ଓ ୩x୩ ବାକ୍ସରେ ୧ରୁ ୯ ପର୍ଯ୍ୟନ୍ତ ସଂଖ୍ୟାକୁ କେବଳ ଥରେ ଲେଖିବାକୁ ହେବ । ଗତକାଲିର ଉତ୍ତର ପାଖରେ ଦିଆଯାଇଛି ।: [13, 2114, 185, 2194]
- poem-line: (ବିଶ୍ୱର ଆହ୍ୱାନ): [138, 126, 226, 140]
- sudoku-cell: 3: [89, 1812, 116, 1840]
- solution-cell: 9: [285, 2220, 301, 2239]
- solution-cell: 1: [285, 2136, 301, 2155]
- solution-cell: 8: [303, 2199, 319, 2218]
- sudoku-cell: [197, 1980, 224, 2008]
- solution-cell: 2: [339, 2241, 355, 2260]
- solution-cell: 6: [213, 2178, 229, 2197]
- pathaka-letter-2: ଖବରରୁ ଜାଣିଲି ଯେ ଲୌହପୁରୁଷ ସର୍ଦ୍ଦାର ବଲ୍ଲଭଭାଇ ପଟେଲଙ୍କ ଜନ୍ମଜୟନ୍ତୀ ଦିନ କୌଣସି ସରକାରୀ କାର୍ଯ୍ୟକ୍ରମ ଆୟୋଜନ କରାଯାଇନଥିଲା । ଏହା ଅତ୍ୟନ୍ତ ଦୁଃଖର ବିଷୟ । ଦେଶକୁ ଏକଜୁଟ କରିବାରେ ସର୍ଦ୍ଦାର ପଟେଲଙ୍କ ଅବଦାନ ଅତୁଳନୀୟ । ସ୍ୱାଧୀନତା ପରେ ୫୦୦ରୁ ଅଧିକ ଦେଶୀୟ ରାଜ୍ୟକୁ ଭାରତରେ ମିଶାଇବାରେ ସେ ପ୍ରମୁଖ ଭୂମିକା ନେଇଥିଲେ । ତାଙ୍କ ପ୍ରତି ଏପରି ଅବହେଳା ଅନ୍ୟାୟ । ସରକାର ତାଙ୍କ ସ୍ମୃତିରେ ବିଭିନ୍ନ କାର୍ଯ୍ୟକ୍ରମ ଆୟୋଜନ କରିବା ଉଚିତ । ନୂଆ ପିଢ଼ି ତାଙ୍କ ଜୀବନୀରୁ ପ୍ରେରଣା ନେବା ଦରକାର ।: [771, 2112, 1127, 2225]
- samaja-title: ସମାଜ ସୁରକ୍ଷାରେ ଗଣମାଧ୍ୟମ: [1155, 13, 1477, 46]
- quote-author: –ଶ୍ରୀଅରବିନ୍ଦ: [876, 83, 939, 97]
- solution-cell: 7: [339, 2178, 355, 2197]
- sudoku-cell: [62, 1980, 89, 2008]
- sudoku-cell: 8: [62, 1924, 89, 1952]
- sudoku-cell: [89, 1924, 116, 1952]
- sudoku-cell: [197, 1840, 224, 1868]
- contact-email-press[interactable]: E-mail:dharitripress@gmail.com: [1199, 2199, 1435, 2214]
- solution-cell: 6: [267, 2283, 283, 2302]
- mahadeva-header: [401, 1907, 741, 1939]
- sudoku-cell: 8: [89, 1980, 116, 2008]
- sudoku-cell: [197, 1868, 224, 1896]
- solution-cell: 3: [195, 2136, 211, 2155]
- solution-cell: 9: [231, 2157, 247, 2176]
- sudoku-cell: 6: [197, 1952, 224, 1980]
- sudoku-cell: [116, 1840, 143, 1868]
- solution-cell: 3: [267, 2178, 283, 2197]
- poem-line: ଆଜି, ମୋତେ ଛାଡି ମୁଁ ଯେ ଭୁବନେ ଆସିଛି: [91, 58, 273, 72]
- sudoku-cell: 2: [116, 1980, 143, 2008]
- solution-cell: 6: [249, 2199, 265, 2218]
- india-map-icon: [288, 194, 356, 266]
- sudoku-cell: 6: [251, 1924, 278, 1952]
- daridra-headline: ଦରିଦ୍ରର ବଞ୍ଚିବାର ଅଧିକାର ଅଛି କି: [436, 970, 1044, 1021]
- sudoku-cell: 5: [143, 2008, 170, 2036]
- sudoku-cell: 9: [116, 1952, 143, 1980]
- mahadeva-body: ମହାଶୟ, ଭୁବନେଶ୍ୱରର ବିଭିନ୍ନ ସ୍ଥାନରେ ଗୋରୁଗାଈ ରାସ୍ତାରେ ବୁଲୁଥିବାର ଦେଖାଯାଉଛି । ବିଶେଷକରି ଷଣ୍ଢମାନେ ରାସ୍ତାରେ ଅବାଧରେ ବୁଲୁଛନ୍ତି । ଏମାନଙ୍କୁ ମହାଦେବଙ୍କ ବାହନ ଭାବେ ପୂଜା କରାଯାଏ । କିନ୍ତୁ ଆଜି ସେମାନଙ୍କ ଦୁରବସ୍ଥା ଦେଖି ମନ ଦୁଃଖ ଲାଗୁଛି । ଖାଦ୍ୟ ଅଭାବରୁ ସେମାନେ ଅଳିଆଗଦାରେ ପଲିଥିନ ଖାଉଛନ୍ତି । ଏହା ସେମାନଙ୍କ ସ୍ୱାସ୍ଥ୍ୟ ପାଇଁ ବିପଦଜନକ । ଅନେକ ସମୟରେ ଏମାନଙ୍କ କାରଣରୁ ସଡ଼କ ଦୁର୍ଘଟଣା ମଧ୍ୟ ଘଟୁଛି । ମହାନଗର ନିଗମ ଏହି ଦିଗରେ ଦୃଷ୍ଟି ଦେଇ ଗୋଶାଳା ନିର୍ମାଣ କରିବା ଦରକାର । ଗୋରୁମାଲିକମାନଙ୍କ ବିରୋଧରେ କାର୍ଯ୍ୟାନୁଷ୍ଠାନ ନେବା ଉଚିତ । ଏହି ନିରୀହ ପ୍ରାଣୀଙ୍କ ସୁରକ୍ଷା ପାଇଁ ପଶୁପ୍ରେମୀମାନେ ଆଗେଇ ଆସିବା ଉଚିତ ।: [389, 1948, 751, 2111]
- sudoku-cell: [89, 1952, 116, 1980]
- sudoku-cell: [89, 1896, 116, 1924]
- contact-email-miku[interactable]: :miku11@yahoo.com (Use only for advertisements, commercial queries): [1195, 2292, 1439, 2321]
- solution-cell: 1: [213, 2199, 229, 2218]
- daridra-body-col1: ମାନବିକ ଅଧିକାର ବା ବଞ୍ଚିବାର ଅଧିକାର ମୌଳିକ ଅଧିକାର ବୋଲି ସମ୍ବିଧାନରେ ସ୍ୱୀକୃତି ଦିଆଯାଇଛି । କିନ୍ତୁ ଏହି ଅଧିକାର ଗରିବ ଲୋକଙ୍କ ପାଇଁ କେତେ ଅର୍ଥପୂର୍ଣ୍ଣ ତାହା ବିଚାରର ବିଷୟ । ଦେଶର କୋଟି କୋଟି ଲୋକ ଏବେ ମଧ୍ୟ ଦାରିଦ୍ର୍ୟ ସୀମାରେଖା ତଳେ ବଞ୍ଚୁଛନ୍ତି । ଦୁଇ ଓଳି ଖାଦ୍ୟ ପାଇଁ ସେମାନେ ସଂଘର୍ଷ କରୁଛନ୍ତି । ଯୋଜନା ଆୟୋଗର ହିସାବ ଅନୁସାରେ ଗ୍ରାମାଞ୍ଚଳରେ ଦୈନିକ କିଛି ଟଙ୍କା ଖର୍ଚ୍ଚ କରୁଥିବା ବ୍ୟକ୍ତି ଗରିବ ନୁହନ୍ତି । ଏହି ହିସାବକୁ ନେଇ ସାରା ଦେଶରେ ବିତର୍କ ସୃଷ୍ଟି ହୋଇଥିଲା । ସୁପ୍ରିମକୋର୍ଟ ମଧ୍ୟ ଏହି ପ୍ରସଙ୍ଗରେ ସରକାରଙ୍କୁ ପ୍ରଶ୍ନ କରିଥିଲେ । ଗୋଦାମରେ ଶସ୍ୟ ସଢ଼ୁଥିବା ବେଳେ ଲୋକେ ଭୋକରେ ମରୁଛନ୍ତି । ଏହା ଏକ ବିଡ଼ମ୍ବନା । ସୁପ୍ରିମକୋର୍ଟ କହିଥିଲେ ଯେ ସଢ଼ିବା ପୂର୍ବରୁ ଶସ୍ୟକୁ ଗରିବଙ୍କ ମଧ୍ୟରେ ମାଗଣାରେ ବାଣ୍ଟିଦିଆଯାଉ । କିନ୍ତୁ ସରକାର ଏହାକୁ କାର୍ଯ୍ୟକାରୀ କରିବାରେ ଅନିଚ୍ଛା ପ୍ରକାଶ କରିଥିଲେ । ଖାଦ୍ୟ ସୁରକ୍ଷା ଆଇନ ଆଣିବା ପାଇଁ ଦାବି ଉଠିଥିଲା । ଜନବଣ୍ଟନ ବ୍ୟବସ୍ଥାରେ ଥିବା ଦୁର୍ନୀତି ଦୂର କରିବା ପାଇଁ ପଦକ୍ଷେପ ନେବା ଦରକାର । ବିପିଏଲ ତାଲିକାରେ ଅନେକ ଅଯୋଗ୍ୟ ଲୋକଙ୍କ ନାମ ରହିଛି, ଅଥଚ ପ୍ରକୃତ ଗରିବ ବାଦ ପଡ଼ିଯାଇଛନ୍ତି । ଏହି ତାଲିକାର ପୁନଃସମୀକ୍ଷା ଜରୁରୀ । ଗ୍ରାମାଞ୍ଚଳରେ ରୋଜଗାରର ସୁଯୋଗ ସୃଷ୍ଟି କରିବା ଆବଶ୍ୟକ । ଜାତୀୟ ଗ୍ରାମୀଣ ନିଯୁକ୍ତି ନିଶ୍ଚିତ ଯୋଜନା ଏଥିରେ କିଛି ପରିମାଣରେ ସାହାଯ୍ୟ କରୁଛି । କିନ୍ତୁ ଏଥିରେ ମଧ୍ୟ ଅନିୟମିତତା ଅଭିଯୋଗ ହେଉଛି । ଗରିବ ଲୋକମାନେ ସ୍ୱାସ୍ଥ୍ୟ ସେବାରୁ ମଧ୍ୟ ବଞ୍ଚିତ । ସରକାରୀ ହସ୍ପିଟାଲରେ ଡାକ୍ତର ଓ ଔଷଧ ଅଭାବ ଏକ ବଡ଼ ସମସ୍ୟା ।: [382, 1040, 732, 1352]
- solution-cell: 6: [195, 2262, 211, 2281]
- sudoku-cell: 6: [224, 1980, 251, 2008]
- solution-cell: 8: [321, 2241, 337, 2260]
- pathaka-letter-3: ଲୋକଙ୍କ ପ୍ରତ୍ୟେକ ସମସ୍ୟା । ଶୀତ ଋତୁରେ ଦିନ ଛୋଟ ହେଉଥିବାରୁ ସ୍କୁଲ ସମୟ ପରିବର୍ତ୍ତନ କରାଯିବା ଦରକାର । ଦୂରଦୂରାନ୍ତରୁ ଆସୁଥିବା ଛାତ୍ରଛାତ୍ରୀମାନେ ଅନ୍ଧାରରେ ଘରକୁ ଫେରୁଛନ୍ତି । ଏହା ସେମାନଙ୍କ ସୁରକ୍ଷା ପାଇଁ ବିପଦଜନକ । ଶିକ୍ଷା ବିଭାଗ ଏହି ଦିଗରେ ଦୃଷ୍ଟି ଦେବା ଉଚିତ । ଗ୍ରାମାଞ୍ଚଳରେ ବସ୍ ସେବା ମଧ୍ୟ ଅନିୟମିତ । ଏଥିପାଇଁ ଛାତ୍ରଛାତ୍ରୀମାନଙ୍କୁ ବହୁତ ଅସୁବିଧା ଭୋଗିବାକୁ ପଡ଼ୁଛି । ପରିବହନ ବିଭାଗ ଏଥିପ୍ରତି ଧ୍ୟାନ ଦେବା ଦରକାର ।: [1147, 1908, 1487, 2005]
- mahadeva-second-title: ମହାପ୍ରସାଦ: [528, 2239, 612, 2260]
- solution-cell: 4: [249, 2241, 265, 2260]
- solution-cell: 8: [231, 2220, 247, 2239]
- solution-cell: 5: [231, 2178, 247, 2197]
- solution-cell: 9: [303, 2283, 319, 2302]
- sudoku-grid: [61, 1811, 306, 2065]
- sudoku-credit: © Puzzles by Pappocom: [18, 1768, 127, 1778]
- sudoku-cell: [197, 1812, 224, 1840]
- pachisha-header: [4, 1420, 360, 1452]
- pachisha-title: ପଚିଶ ବର୍ଷ ତଳର ଧରିତ୍ରୀ...: [13, 1425, 203, 1445]
- solution-cell: 3: [285, 2241, 301, 2260]
- poem-line: ମୁକତ ମମ ବନ୍ଧୁଯା ।: [132, 109, 232, 123]
- jatiya-quote-1: "The sole aim of journalism should be service": [1140, 1276, 1492, 1306]
- solution-cell: 9: [339, 2199, 355, 2218]
- sudoku-cell: [224, 1924, 251, 1952]
- sudoku-cell: [197, 2008, 224, 2036]
- solution-cell: 4: [213, 2157, 229, 2176]
- sudoku-cell: 9: [251, 1896, 278, 1924]
- solution-cell: 3: [249, 2157, 265, 2176]
- mahadeva-salutation: ମହାଶୟ,: [389, 1948, 429, 1962]
- poem-box: [4, 4, 360, 182]
- solution-cell: 4: [231, 2262, 247, 2281]
- masthead-name: ଧରିତ୍ରୀ: [952, 33, 1034, 63]
- solution-cell: 3: [303, 2220, 319, 2239]
- sudoku-cell: [170, 2008, 197, 2036]
- envelope-icon: [778, 1914, 822, 1944]
- sudoku-cell: [116, 1896, 143, 1924]
- solution-cell: 1: [231, 2115, 247, 2134]
- ei-bharatare-title: ଏଇ ଭାରତରେ...: [16, 206, 233, 244]
- solution-cell: 5: [195, 2283, 211, 2302]
- sudoku-cell: [143, 1868, 170, 1896]
- sudoku-cell: [278, 1840, 305, 1868]
- sudoku-cell: [62, 2036, 89, 2064]
- solution-cell: 7: [195, 2199, 211, 2218]
- sudoku-cell: [170, 1840, 197, 1868]
- solution-cell: 2: [267, 2136, 283, 2155]
- sudoku-cell: [62, 1840, 89, 1868]
- sudoku-cell: [224, 2036, 251, 2064]
- sudoku-cell: [278, 1896, 305, 1924]
- solution-cell: 5: [321, 2115, 337, 2134]
- solution-cell: 4: [303, 2136, 319, 2155]
- sudoku-cell: [251, 1840, 278, 1868]
- sudoku-cell: [224, 1896, 251, 1924]
- sudoku-cell: [251, 2008, 278, 2036]
- masthead-sub: DHARITRI: [969, 64, 1017, 73]
- sudoku-cell: 9: [143, 1812, 170, 1840]
- solution-cell: 6: [267, 2241, 283, 2260]
- solution-cell: 1: [195, 2241, 211, 2260]
- solution-cell: 9: [195, 2178, 211, 2197]
- sudoku-cell: [62, 2008, 89, 2036]
- solution-cell: 1: [249, 2178, 265, 2197]
- sudoku-cell: [89, 1840, 116, 1868]
- sudoku-cell: 1: [89, 2036, 116, 2064]
- kholabichara-email: E-mail:barendradhal@rediffmail.com: [883, 1872, 1096, 1886]
- pachisha-date: /୧୬ ନଭେମ୍ବର ୧୯୮୫: [202, 1425, 348, 1445]
- jatiya-quote-2: "It is better to come second and report the truth than to be first and false.": [1140, 1311, 1492, 1341]
- sudoku-cell: 7: [278, 1980, 305, 2008]
- sudoku-cell: [197, 1924, 224, 1952]
- samaja-body: ଗଣମାଧ୍ୟମ ଯୁଗ ପ୍ରତି ବିଶେଷ ଭିତ୍ତିଭୂମି ଏବଂ ଲୋକତନ୍ତ୍ରର ସୁରକ୍ଷା କରିବାରେ ଏକ ଗୁରୁତ୍ୱପୂର୍ଣ୍ଣ ଭୂମିକା ନିର୍ବାହ କରୁଛି । ଲୋକତନ୍ତ୍ରର ଚତୁର୍ଥ ସ୍ତମ୍ଭ ଭାବେ ଏହାକୁ ଗ୍ରହଣ କରାଯାଏ । ସମାଜରେ ଘଟୁଥିବା ଅନ୍ୟାୟ, ଅତ୍ୟାଚାର, ଦୁର୍ନୀତି ଆଦିକୁ ଲୋକଲୋଚନକୁ ଆଣିବାରେ ଗଣମାଧ୍ୟମର ଭୂମିକା ଅନସ୍ୱୀକାର୍ଯ୍ୟ । ମତପ୍ରକାଶର ସ୍ୱାଧୀନତା ଏକ ମୌଳିକ ଅଧିକାର । ସମ୍ବିଧାନର ଧାରା ୧୯ (କ) ରେ ଏହାର ଉଲ୍ଲେଖ ରହିଛି । ଗଣମାଧ୍ୟମ ଏହି ଅଧିକାରର ପ୍ରତିଫଳନ । ଏହା ଲୋକଙ୍କୁ ସୂଚନା ଦେବା ସହିତ ସେମାନଙ୍କ ମତାମତକୁ ସରକାରଙ୍କ ପାଖରେ ପହଞ୍ଚାଏ । "ସ୍ୱାଧୀନ ମାନବର ଜନ୍ମ ଅଧିକାର, ସ୍ୱାଧୀନ ଭାବରେ ଭାବ ପ୍ରକାଶ କରିବା" ବୋଲି ମହାତ୍ମା କହିଥିଲେ । ଭାରତୀୟ ଗଣମାଧ୍ୟମ ସ୍ୱାଧୀନତା ସଂଗ୍ରାମ ସମୟରୁ ଏକ ଗୌରବମୟ ଇତିହାସ ବହନ କରିଆସିଛି । ସ୍ୱାଧୀନତା ସଂଗ୍ରାମୀମାନେ ଖବରକାଗଜକୁ ଜାତୀୟ ଚେତନା ଜାଗ୍ରତ କରିବାର ମାଧ୍ୟମ ଭାବେ ବ୍ୟବହାର କରିଥିଲେ । ଉତ୍କଳମଣି ଗୋପବନ୍ଧୁ ଦାସଙ୍କ 'ସମାଜ' ଏହାର ଏକ ଉଜ୍ଜ୍ୱଳ ଉଦାହରଣ । ଆଜି ଗଣମାଧ୍ୟମର ସ୍ୱରୂପ ବଦଳିଛି । ମୁଦ୍ରଣ ମାଧ୍ୟମ ସହିତ ଇଲେକ୍ଟ୍ରୋନିକ ଓ ଡିଜିଟାଲ ମାଧ୍ୟମ ଆସିଛି । ଖବର ଏବେ କିଛି ସେକେଣ୍ଡରେ ସାରା ବିଶ୍ୱରେ ପହଞ୍ଚୁଛି । କିନ୍ତୁ ଏହା ସହିତ ଗଣମାଧ୍ୟମର ଦାୟିତ୍ୱ ମଧ୍ୟ ବଢ଼ିଛି । ପ୍ରତିଯୋଗିତା ଯୁଗରେ ଖବରର ସତ୍ୟତା ଯାଞ୍ଚ ନକରି ପ୍ରକାଶ କରିବା ଏକ ଚିନ୍ତାର ବିଷୟ । ପେଡ୍ ନ୍ୟୁଜ୍ ଭଳି ସମସ୍ୟା ଗଣମାଧ୍ୟମର ବିଶ୍ୱସନୀୟତା ଉପରେ ପ୍ରଶ୍ନ ଉଠାଉଛି । ପ୍ରେସ କାଉନ୍ସିଲ ଅଫ ଇଣ୍ଡିଆ ଗଣମାଧ୍ୟମର ନୈତିକ ମାନଦଣ୍ଡ ବଜାୟ ରଖିବା ପାଇଁ କାର୍ଯ୍ୟ କରୁଛି । ଗଣମାଧ୍ୟମ ସମାଜର ଦର୍ପଣ । ଏହା ଯେତିକି ସଚ୍ଚୋଟ ହେବ, ସମାଜ ସେତିକି ସୁରକ୍ଷିତ ହେବ । ଗ୍ରାମାଞ୍ଚଳର ସମସ୍ୟାକୁ ଅଧିକ ଗୁରୁତ୍ୱ ଦେବା ଦରକାର । ଗଣମାଧ୍ୟମ ସହରକେନ୍ଦ୍ରିକ ହେବା ଉଚିତ ନୁହେଁ । ପ୍ରତିଟି ସାମ୍ବାଦିକ ନିଜ ଦାୟିତ୍ୱକୁ ଗମ୍ଭୀରତାର ସହ ନେବା ଉଚିତ । ସମାଜ ସୁରକ୍ଷାରେ ଗଣମାଧ୍ୟମର ଭୂମିକା ଆଗକୁ ମଧ୍ୟ ଅତ୍ୟନ୍ତ ଗୁରୁତ୍ୱପୂର୍ଣ୍ଣ ରହିବ । ବିଶ୍ୱାୟନ ପରିପ୍ରେକ୍ଷୀରେ ଗଣମାଧ୍ୟମ ବ୍ୟବସାୟିକ ହୋଇଯାଉଛି । ବିଜ୍ଞାପନଦାତାଙ୍କ ଚାପରେ ଅନେକ ସମୟରେ ପ୍ରକୃତ ଖବର ଦବିଯାଉଛି । ଏହା ଏକ ଚିନ୍ତାଜନକ ସ୍ଥିତି । ପାଠକ ଓ ଦର୍ଶକ ମଧ୍ୟ ସଚେତନ ହେବା ଦରକାର ।: [1140, 100, 1492, 528]
